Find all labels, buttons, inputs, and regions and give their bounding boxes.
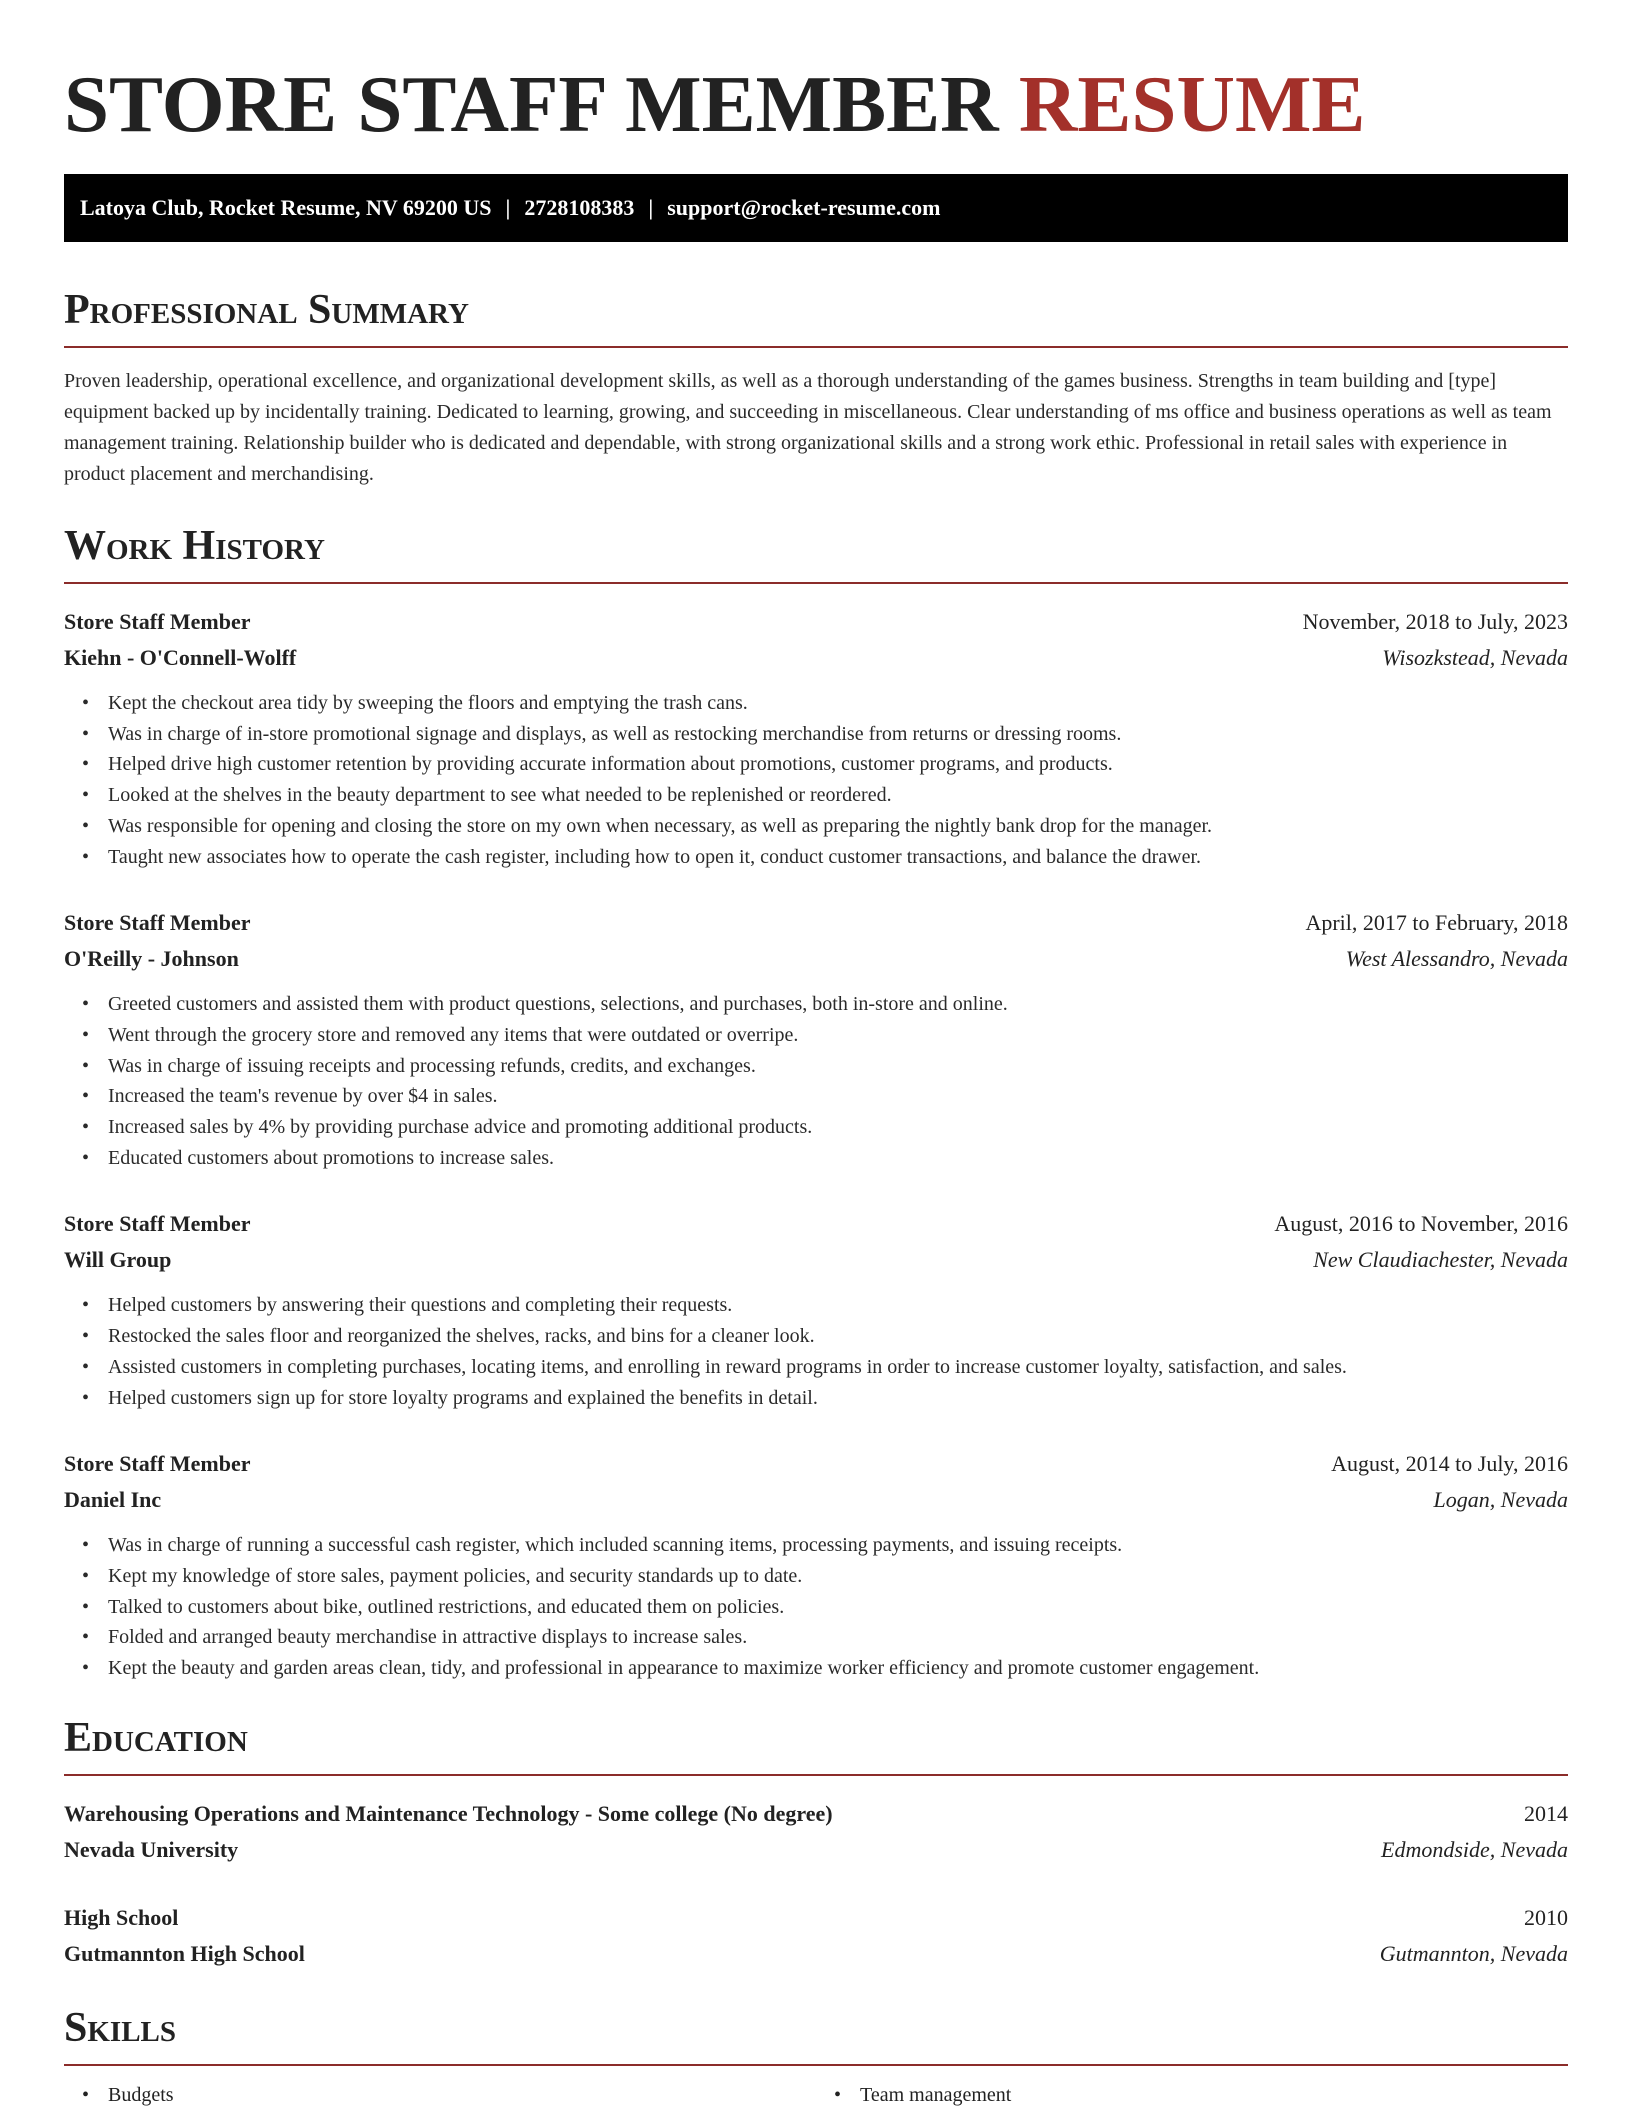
- job-role: Store Staff Member: [64, 910, 251, 936]
- job-duty: • Folded and arranged beauty merchandise in attractive displays to increase sales.: [108, 1622, 1568, 1653]
- summary-text: Proven leadership, operational excellence, and organizational development skills, as well as a thorough understanding of the games business. Strengths in team building and [type] equipment backed up by incidentally training. Dedicated to learning, growing, and succeeding in miscellaneous. Clear understanding of ms office and business operations as well as team management training. Relationship builder who is dedicated and dependable, with strong organizational skills and a strong work ethic. Professional in retail sales with experience in product placement and merchandising.: [64, 370, 1552, 485]
- job-duty: • Was in charge of in-store promotional signage and displays, as well as restocking merchandise from returns or dressing rooms.: [108, 719, 1568, 750]
- job-duty: • Increased the team's revenue by over $4 in sales.: [108, 1081, 1568, 1112]
- job-location: Wisozkstead, Nevada: [1382, 645, 1568, 670]
- resume-title-main: STORE STAFF MEMBER: [64, 59, 999, 149]
- job-dates: November, 2018 to July, 2023: [1302, 609, 1568, 634]
- job-location: New Claudiachester, Nevada: [1313, 1247, 1568, 1273]
- job-role: Store Staff Member: [64, 609, 251, 634]
- skill-item: • Team management: [860, 2080, 1568, 2110]
- job-entry: [64, 905, 1568, 1173]
- job-location: Logan, Nevada: [1433, 1487, 1568, 1513]
- job-entry: [64, 604, 1568, 872]
- job-duty: • Was responsible for opening and closing the store on my own when necessary, as well as preparing the nightly bank drop for the manager.: [108, 811, 1568, 842]
- contact-separator: |: [648, 195, 654, 220]
- job-duty: • Helped customers by answering their questions and completing their requests.: [108, 1290, 1568, 1321]
- contact-separator: |: [505, 195, 511, 220]
- job-duty: • Increased sales by 4% by providing purchase advice and promoting additional products.: [108, 1112, 1568, 1143]
- job-dates: April, 2017 to February, 2018: [1305, 910, 1568, 936]
- resume-title-accent: RESUME: [1018, 59, 1366, 149]
- section-divider: [64, 346, 1568, 348]
- section-divider: [64, 1774, 1568, 1776]
- job-dates: August, 2016 to November, 2016: [1274, 1211, 1568, 1237]
- education-school: Gutmannton High School: [64, 1940, 305, 1966]
- job-duty: • Restocked the sales floor and reorganized the shelves, racks, and bins for a cleaner look.: [108, 1321, 1568, 1352]
- job-duty: • Educated customers about promotions to increase sales.: [108, 1143, 1568, 1174]
- skills-column-left: [64, 2080, 816, 2110]
- job-duty: • Went through the grocery store and removed any items that were outdated or overripe.: [108, 1020, 1568, 1051]
- job-entry: [64, 1206, 1568, 1413]
- education-location: Gutmannton, Nevada: [1379, 1940, 1568, 1966]
- section-divider: [64, 2064, 1568, 2066]
- contact-address: Latoya Club, Rocket Resume, NV 69200 US: [80, 195, 492, 220]
- education-entry: [64, 1796, 1568, 1868]
- section-title-skills: Skills: [64, 2004, 177, 2051]
- job-duties-list: [64, 1530, 1568, 1684]
- job-duty: • Helped customers sign up for store loyalty programs and explained the benefits in detail.: [108, 1383, 1568, 1414]
- job-company: Kiehn - O'Connell-Wolff: [64, 645, 297, 670]
- skills-grid: [64, 2080, 1568, 2110]
- job-duty: • Assisted customers in completing purchases, locating items, and enrolling in reward programs in order to increase customer loyalty, satisfaction, and sales.: [108, 1352, 1568, 1383]
- job-duties-list: [64, 688, 1568, 872]
- skills-column-right: [816, 2080, 1568, 2110]
- section-divider: [64, 582, 1568, 584]
- job-location: West Alessandro, Nevada: [1345, 946, 1568, 972]
- job-duty: • Was in charge of issuing receipts and processing refunds, credits, and exchanges.: [108, 1051, 1568, 1082]
- education-entry: [64, 1900, 1568, 1972]
- section-title-work-history: Work History: [64, 523, 325, 569]
- job-duties-list: [64, 1290, 1568, 1413]
- resume-page: [64, 0, 1568, 2110]
- skill-item: • Budgets: [108, 2080, 816, 2110]
- job-duty: • Kept the checkout area tidy by sweeping the floors and emptying the trash cans.: [108, 688, 1568, 719]
- job-company: Will Group: [64, 1247, 172, 1273]
- job-company: Daniel Inc: [64, 1487, 162, 1513]
- job-duty: • Kept the beauty and garden areas clean, tidy, and professional in appearance to maximize worker efficiency and promote customer engagement.: [108, 1653, 1568, 1684]
- job-duty: • Looked at the shelves in the beauty department to see what needed to be replenished or reordered.: [108, 780, 1568, 811]
- education-school: Nevada University: [64, 1836, 239, 1862]
- job-duty: • Kept my knowledge of store sales, payment policies, and security standards up to date.: [108, 1561, 1568, 1592]
- education-location: Edmondside, Nevada: [1381, 1836, 1568, 1862]
- job-duty: • Taught new associates how to operate the cash register, including how to open it, conduct customer transactions, and balance the drawer.: [108, 842, 1568, 873]
- education-degree: Warehousing Operations and Maintenance Technology - Some college (No degree): [64, 1800, 833, 1826]
- contact-phone: 2728108383: [524, 195, 635, 220]
- section-title-education: Education: [64, 1714, 248, 1761]
- education-year: 2014: [1524, 1800, 1568, 1826]
- job-dates: August, 2014 to July, 2016: [1331, 1451, 1568, 1477]
- job-duty: • Talked to customers about bike, outlined restrictions, and educated them on policies.: [108, 1592, 1568, 1623]
- section-title-summary: Professional Summary: [64, 287, 469, 333]
- job-role: Store Staff Member: [64, 1211, 251, 1237]
- job-duties-list: [64, 989, 1568, 1173]
- job-duty: • Greeted customers and assisted them with product questions, selections, and purchases, both in-store and online.: [108, 989, 1568, 1020]
- job-duty: • Helped drive high customer retention by providing accurate information about promotions, customer programs, and products.: [108, 749, 1568, 780]
- job-entry: [64, 1446, 1568, 1684]
- job-company: O'Reilly - Johnson: [64, 946, 239, 972]
- contact-email: support@rocket-resume.com: [667, 195, 941, 220]
- education-year: 2010: [1524, 1904, 1568, 1930]
- resume-title: [64, 0, 1568, 150]
- job-duty: • Was in charge of running a successful cash register, which included scanning items, processing payments, and issuing receipts.: [108, 1530, 1568, 1561]
- contact-bar: [64, 174, 1568, 242]
- job-role: Store Staff Member: [64, 1451, 251, 1477]
- education-degree: High School: [64, 1904, 179, 1930]
